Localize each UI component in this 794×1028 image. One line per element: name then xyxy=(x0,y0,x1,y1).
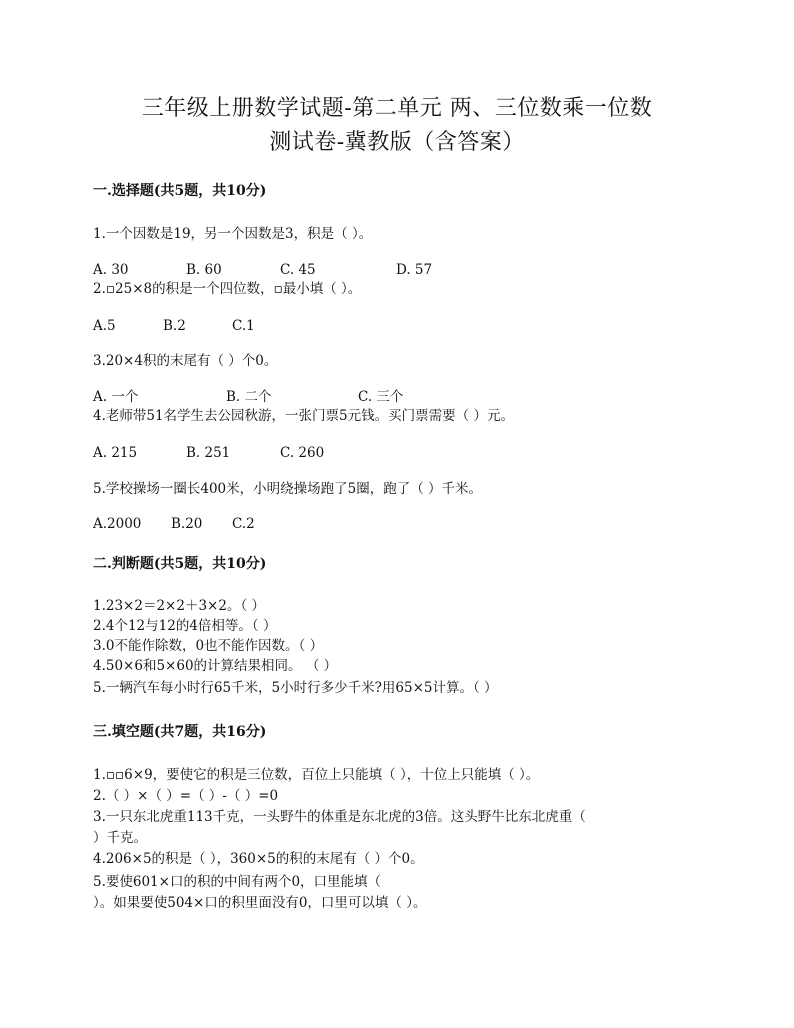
s1-q5-option-c: C.2 xyxy=(232,516,255,532)
s2-item-1: 1.23×2＝2×2＋3×2。（ ） xyxy=(93,598,265,614)
s1-q4-text: 4.老师带51名学生去公园秋游，一张门票5元钱。买门票需要（ ）元。 xyxy=(93,408,514,424)
s1-q3-option-b: B. 二个 xyxy=(226,389,272,405)
s3-line-3: 3.一只东北虎重113千克，一头野牛的体重是东北虎的3倍。这头野牛比东北虎重（ xyxy=(93,809,586,825)
section2-heading: 二.判断题(共5题，共10分) xyxy=(93,556,267,572)
s1-q1-option-a: A. 30 xyxy=(93,262,129,278)
s1-q4-option-a: A. 215 xyxy=(93,445,138,461)
s1-q3-option-c: C. 三个 xyxy=(358,389,404,405)
s1-q5-option-b: B.20 xyxy=(171,516,203,532)
s1-q2-option-a: A.5 xyxy=(93,318,116,334)
s1-q4-option-c: C. 260 xyxy=(280,445,325,461)
s3-line-2: 2.（ ）×（ ）=（ ）-（ ）=0 xyxy=(93,788,279,804)
s3-line-4: ）千克。 xyxy=(93,830,147,846)
s1-q1-option-b: B. 60 xyxy=(186,262,222,278)
s1-q5-option-a: A.2000 xyxy=(93,516,142,532)
s3-line-7: ）。如果要使504×口的积里面没有0，口里可以填（ ）。 xyxy=(93,895,427,911)
s3-line-5: 4.206×5的积是（ ），360×5的积的末尾有（ ）个0。 xyxy=(93,851,424,867)
s1-q3-text: 3.20×4积的末尾有（ ）个0。 xyxy=(93,353,278,369)
document-title-line2: 测试卷-冀教版（含答案） xyxy=(269,130,525,155)
s3-line-6: 5.要使601×口的积的中间有两个0，口里能填（ xyxy=(93,874,382,890)
s1-q2-text: 2.▫25×8的积是一个四位数，▫最小填（ ）。 xyxy=(93,281,362,297)
s1-q1-text: 1.一个因数是19，另一个因数是3，积是（ ）。 xyxy=(93,226,373,242)
s2-item-4: 4.50×6和5×60的计算结果相同。 （ ） xyxy=(93,658,338,674)
s1-q3-option-a: A. 一个 xyxy=(93,389,139,405)
document-title-line1: 三年级上册数学试题-第二单元 两、三位数乘一位数 xyxy=(141,96,653,121)
s2-item-2: 2.4个12与12的4倍相等。（ ） xyxy=(93,618,277,634)
section1-heading: 一.选择题(共5题，共10分) xyxy=(93,183,267,199)
s1-q5-text: 5.学校操场一圈长400米，小明绕操场跑了5圈，跑了（ ）千米。 xyxy=(93,481,483,497)
section3-heading: 三.填空题(共7题，共16分) xyxy=(93,724,267,740)
s1-q2-option-c: C.1 xyxy=(232,318,255,334)
s2-item-3: 3.0不能作除数，0也不能作因数。（ ） xyxy=(93,638,324,654)
s1-q2-option-b: B.2 xyxy=(163,318,186,334)
s3-line-1: 1.▫▫6×9，要使它的积是三位数，百位上只能填（ ），十位上只能填（ ）。 xyxy=(93,767,540,783)
s2-item-5: 5.一辆汽车每小时行65千米，5小时行多少千米?用65×5计算。（ ） xyxy=(93,680,498,696)
s1-q1-option-d: D. 57 xyxy=(396,262,433,278)
s1-q4-option-b: B. 251 xyxy=(186,445,231,461)
s1-q1-option-c: C. 45 xyxy=(280,262,316,278)
